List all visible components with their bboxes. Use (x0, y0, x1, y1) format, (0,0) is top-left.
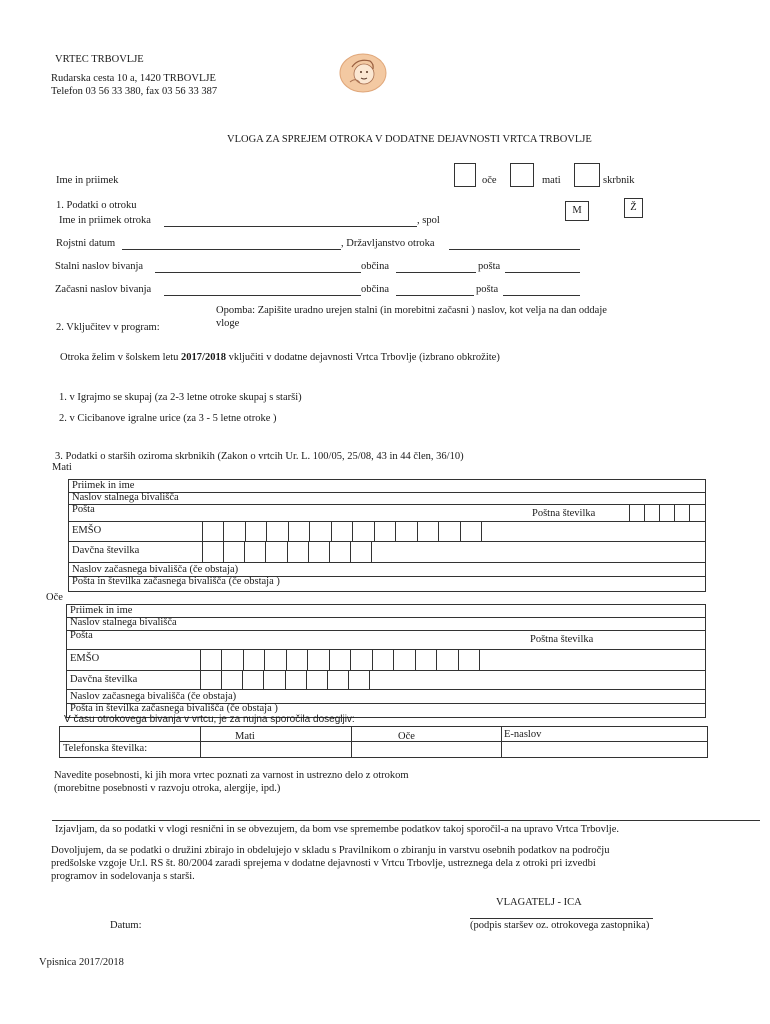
role-mati-label: mati (542, 175, 561, 186)
contact-intro: V času otrokovega bivanja v vrtcu, je za nujna sporočila dosegljiv: (64, 714, 355, 725)
oce-label: Oče (46, 592, 63, 603)
table-row[interactable]: Priimek in ime (69, 480, 705, 493)
table-row[interactable]: Naslov začasnega bivališča (če obstaja) (67, 689, 705, 704)
special-notes-line2: (morebitne posebnosti v razvoju otroka, alergije, ipd.) (54, 783, 281, 794)
program-intro: Otroka želim v šolskem letu 2017/2018 vključiti v dodatne dejavnosti Vrtca Trbovlje (izbrano obkrožite) (60, 352, 500, 363)
temporary-address-field[interactable] (164, 283, 361, 296)
applicant-label: VLAGATELJ - ICA (496, 897, 582, 908)
applicant-name-label: Ime in priimek (56, 175, 119, 186)
tax-number-boxes[interactable] (200, 670, 370, 689)
organization-phone: Telefon 03 56 33 380, fax 03 56 33 387 (51, 86, 218, 97)
signature-caption: (podpis staršev oz. otrokovega zastopnika) (470, 920, 650, 931)
declaration-statement: Izjavljam, da so podatki v vlogi resnični in se obvezujem, da bom vse spremembe podatkov takoj sporočil-a na upravo Vrtca Trbovlje. (55, 824, 620, 835)
mati-table (68, 479, 706, 592)
table-row[interactable]: EMŠO (69, 521, 705, 542)
table-row[interactable]: Naslov začasnega bivališča (če obstaja) (69, 562, 705, 577)
birth-date-field[interactable] (122, 237, 341, 250)
role-skrbnik-label: skrbnik (603, 175, 635, 186)
form-code: Vpisnica 2017/2018 (39, 957, 124, 968)
child-sex-label: , spol (417, 215, 440, 226)
emso-boxes[interactable] (202, 521, 482, 541)
child-section-label: 1. Podatki o otroku (56, 200, 137, 211)
table-row[interactable]: Priimek in ime (67, 605, 705, 618)
consent-line2: predšolske vzgoje Ur.l. RS št. 80/2004 zaradi sprejema v dodatne dejavnosti v Vrtcu Trbovlje, ustreznega dela z otroki pri izvedbi (51, 858, 596, 869)
mati-label: Mati (52, 462, 72, 473)
table-row[interactable]: Pošta in številka začasnega bivališča (če obstaja ) (72, 576, 280, 587)
role-mati-checkbox[interactable] (510, 163, 534, 187)
temporary-obcina-label: občina (361, 284, 389, 295)
permanent-posta-label: pošta (478, 261, 501, 272)
special-notes-line1: Navedite posebnosti, ki jih mora vrtec poznati za varnost in ustrezno delo z otrokom (54, 770, 409, 781)
form-title: VLOGA ZA SPREJEM OTROKA V DODATNE DEJAVNOSTI VRTCA TRBOVLJE (227, 134, 592, 145)
temporary-obcina-field[interactable] (396, 283, 474, 296)
table-row[interactable]: Naslov stalnega bivališča (69, 492, 705, 505)
declaration-rule (52, 820, 760, 821)
table-row[interactable]: EMŠO (67, 649, 705, 671)
table-row[interactable]: Naslov stalnega bivališča (67, 617, 705, 631)
table-row[interactable]: Davčna številka (69, 541, 705, 563)
kindergarten-logo (338, 52, 388, 94)
child-name-label: Ime in priimek otroka (59, 215, 151, 226)
sex-m-checkbox[interactable]: M (565, 201, 589, 221)
citizenship-field[interactable] (449, 237, 580, 250)
postal-code-boxes[interactable] (629, 504, 704, 521)
parents-section-label: 3. Podatki o starših oziroma skrbnikih (Zakon o vrtcih Ur. L. 100/05, 25/08, 43 in 44 člen, 36/10) (55, 451, 464, 462)
oce-table (66, 604, 706, 718)
child-face-logo-icon (338, 52, 388, 94)
role-oce-checkbox[interactable] (454, 163, 476, 187)
date-label: Datum: (110, 920, 142, 931)
address-note-line2: vloge (216, 318, 240, 329)
program-option-1[interactable]: 1. v Igrajmo se skupaj (za 2-3 letne otroke skupaj s starši) (59, 392, 302, 403)
sex-z-checkbox[interactable]: Ž (624, 198, 643, 218)
table-row[interactable]: Pošta Poštna številka (69, 504, 705, 522)
child-name-field[interactable] (164, 214, 417, 227)
table-row: Mati Oče E-naslov (235, 729, 542, 742)
program-option-2[interactable]: 2. v Cicibanove igralne urice (za 3 - 5 letne otroke ) (59, 413, 277, 424)
table-row[interactable]: Pošta in številka začasnega bivališča (če obstaja ) (70, 703, 278, 714)
consent-line1: Dovoljujem, da se podatki o družini zbirajo in obdelujejo v skladu s Pravilnikom o zbiranju in varstvu osebnih podatkov na področju (51, 845, 610, 856)
permanent-obcina-field[interactable] (396, 260, 476, 273)
permanent-address-field[interactable] (155, 260, 361, 273)
contact-table (59, 726, 708, 758)
organization-address: Rudarska cesta 10 a, 1420 TRBOVLJE (51, 73, 216, 84)
permanent-obcina-label: občina (361, 261, 389, 272)
signature-field[interactable] (470, 906, 653, 919)
permanent-posta-field[interactable] (505, 260, 580, 273)
consent-line3: programov in sodelovanja s starši. (51, 871, 195, 882)
temporary-posta-field[interactable] (503, 283, 580, 296)
table-row[interactable]: Pošta Poštna številka (67, 630, 705, 650)
emso-boxes[interactable] (200, 649, 480, 670)
table-row[interactable]: Davčna številka (67, 670, 705, 690)
address-note-line1: Opomba: Zapišite uradno urejen stalni (in morebitni začasni ) naslov, kot velja na dan oddaje (216, 305, 607, 316)
table-row[interactable]: Telefonska številka: (60, 741, 707, 757)
role-oce-label: oče (482, 175, 497, 186)
role-skrbnik-checkbox[interactable] (574, 163, 600, 187)
temporary-posta-label: pošta (476, 284, 499, 295)
organization-name: VRTEC TRBOVLJE (55, 54, 144, 65)
program-section-label: 2. Vključitev v program: (56, 322, 160, 333)
temporary-address-label: Začasni naslov bivanja (55, 284, 152, 295)
permanent-address-label: Stalni naslov bivanja (55, 261, 144, 272)
citizenship-label: , Državljanstvo otroka (341, 238, 435, 249)
tax-number-boxes[interactable] (202, 541, 372, 562)
birth-date-label: Rojstni datum (56, 238, 116, 249)
